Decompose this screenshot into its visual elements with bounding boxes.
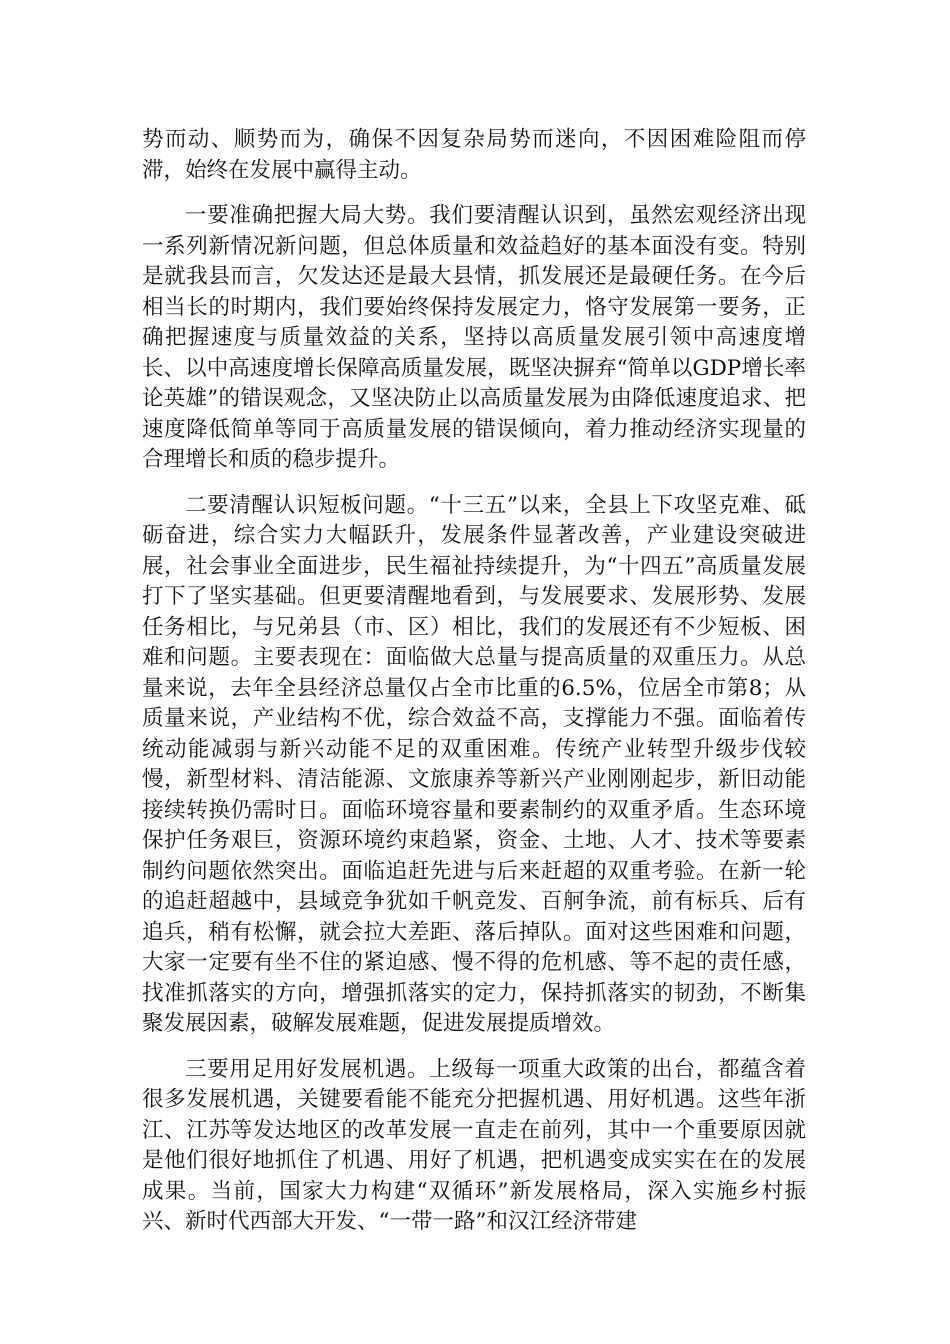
document-body [142,125,806,1238]
paragraph-shortcomings: 二要清醒认识短板问题。“十三五”以来，全县上下攻坚克难、砥砺奋进，综合实力大幅跃升，发展条件显著改善，产业建设突破进展，社会事业全面进步，民生福祉持续提升，为“十四五”高质量发展打下了坚实基础。但更要清醒地看到，与发展要求、发展形势、发展任务相比，与兄弟县（市、区）相比，我们的发展还有不少短板、困难和问题。主要表现在：面临做大总量与提高质量的双重压力。从总量来说，去年全县经济总量仅占全市比重的6.5%，位居全市第8；从质量来说，产业结构不优，综合效益不高，支撑能力不强。面临着传统动能减弱与新兴动能不足的双重困难。传统产业转型升级步伐较慢，新型材料、清洁能源、文旅康养等新兴产业刚刚起步，新旧动能接续转换仍需时日。面临环境容量和要素制约的双重矛盾。生态环境保护任务艰巨，资源环境约束趋紧，资金、土地、人才、技术等要素制约问题依然突出。面临追赶先进与后来赶超的双重考验。在新一轮的追赶超越中，县域竞争犹如千帆竞发、百舸争流，前有标兵、后有追兵，稍有松懈，就会拉大差距、落后掉队。面对这些困难和问题，大家一定要有坐不住的紧迫感、慢不得的危机感、等不起的责任感，找准抓落实的方向，增强抓落实的定力，保持抓落实的韧劲，不断集聚发展因素，破解发展难题，促进发展提质增效。 [142,492,806,1036]
paragraph-grasp-overall-situation: 一要准确把握大局大势。我们要清醒认识到，虽然宏观经济出现一系列新情况新问题，但总体质量和效益趋好的基本面没有变。特别是就我县而言，欠发达还是最大县情，抓发展还是最硬任务。在今后相当长的时期内，我们要始终保持发展定力，恪守发展第一要务，正确把握速度与质量效益的关系，坚持以高质量发展引领中高速度增长、以中高速度增长保障高质量发展，既坚决摒弃“简单以GDP增长率论英雄”的错误观念，又坚决防止以高质量发展为由降低速度追求、把速度降低简单等同于高质量发展的错误倾向，着力推动经济实现量的合理增长和质的稳步提升。 [142,203,806,472]
paragraph-development-opportunities: 三要用足用好发展机遇。上级每一项重大政策的出台，都蕴含着很多发展机遇，关键要看能不能充分把握机遇、用好机遇。这些年浙江、江苏等发达地区的改革发展一直走在前列，其中一个重要原因就是他们很好地抓住了机遇、用好了机遇，把机遇变成实实在在的发展成果。当前，国家大力构建“双循环”新发展格局，深入实施乡村振兴、新时代西部大开发、“一带一路”和汉江经济带建 [142,1056,806,1234]
paragraph-continuation: 势而动、顺势而为，确保不因复杂局势而迷向，不因困难险阻而停滞，始终在发展中赢得主动。 [142,127,806,183]
